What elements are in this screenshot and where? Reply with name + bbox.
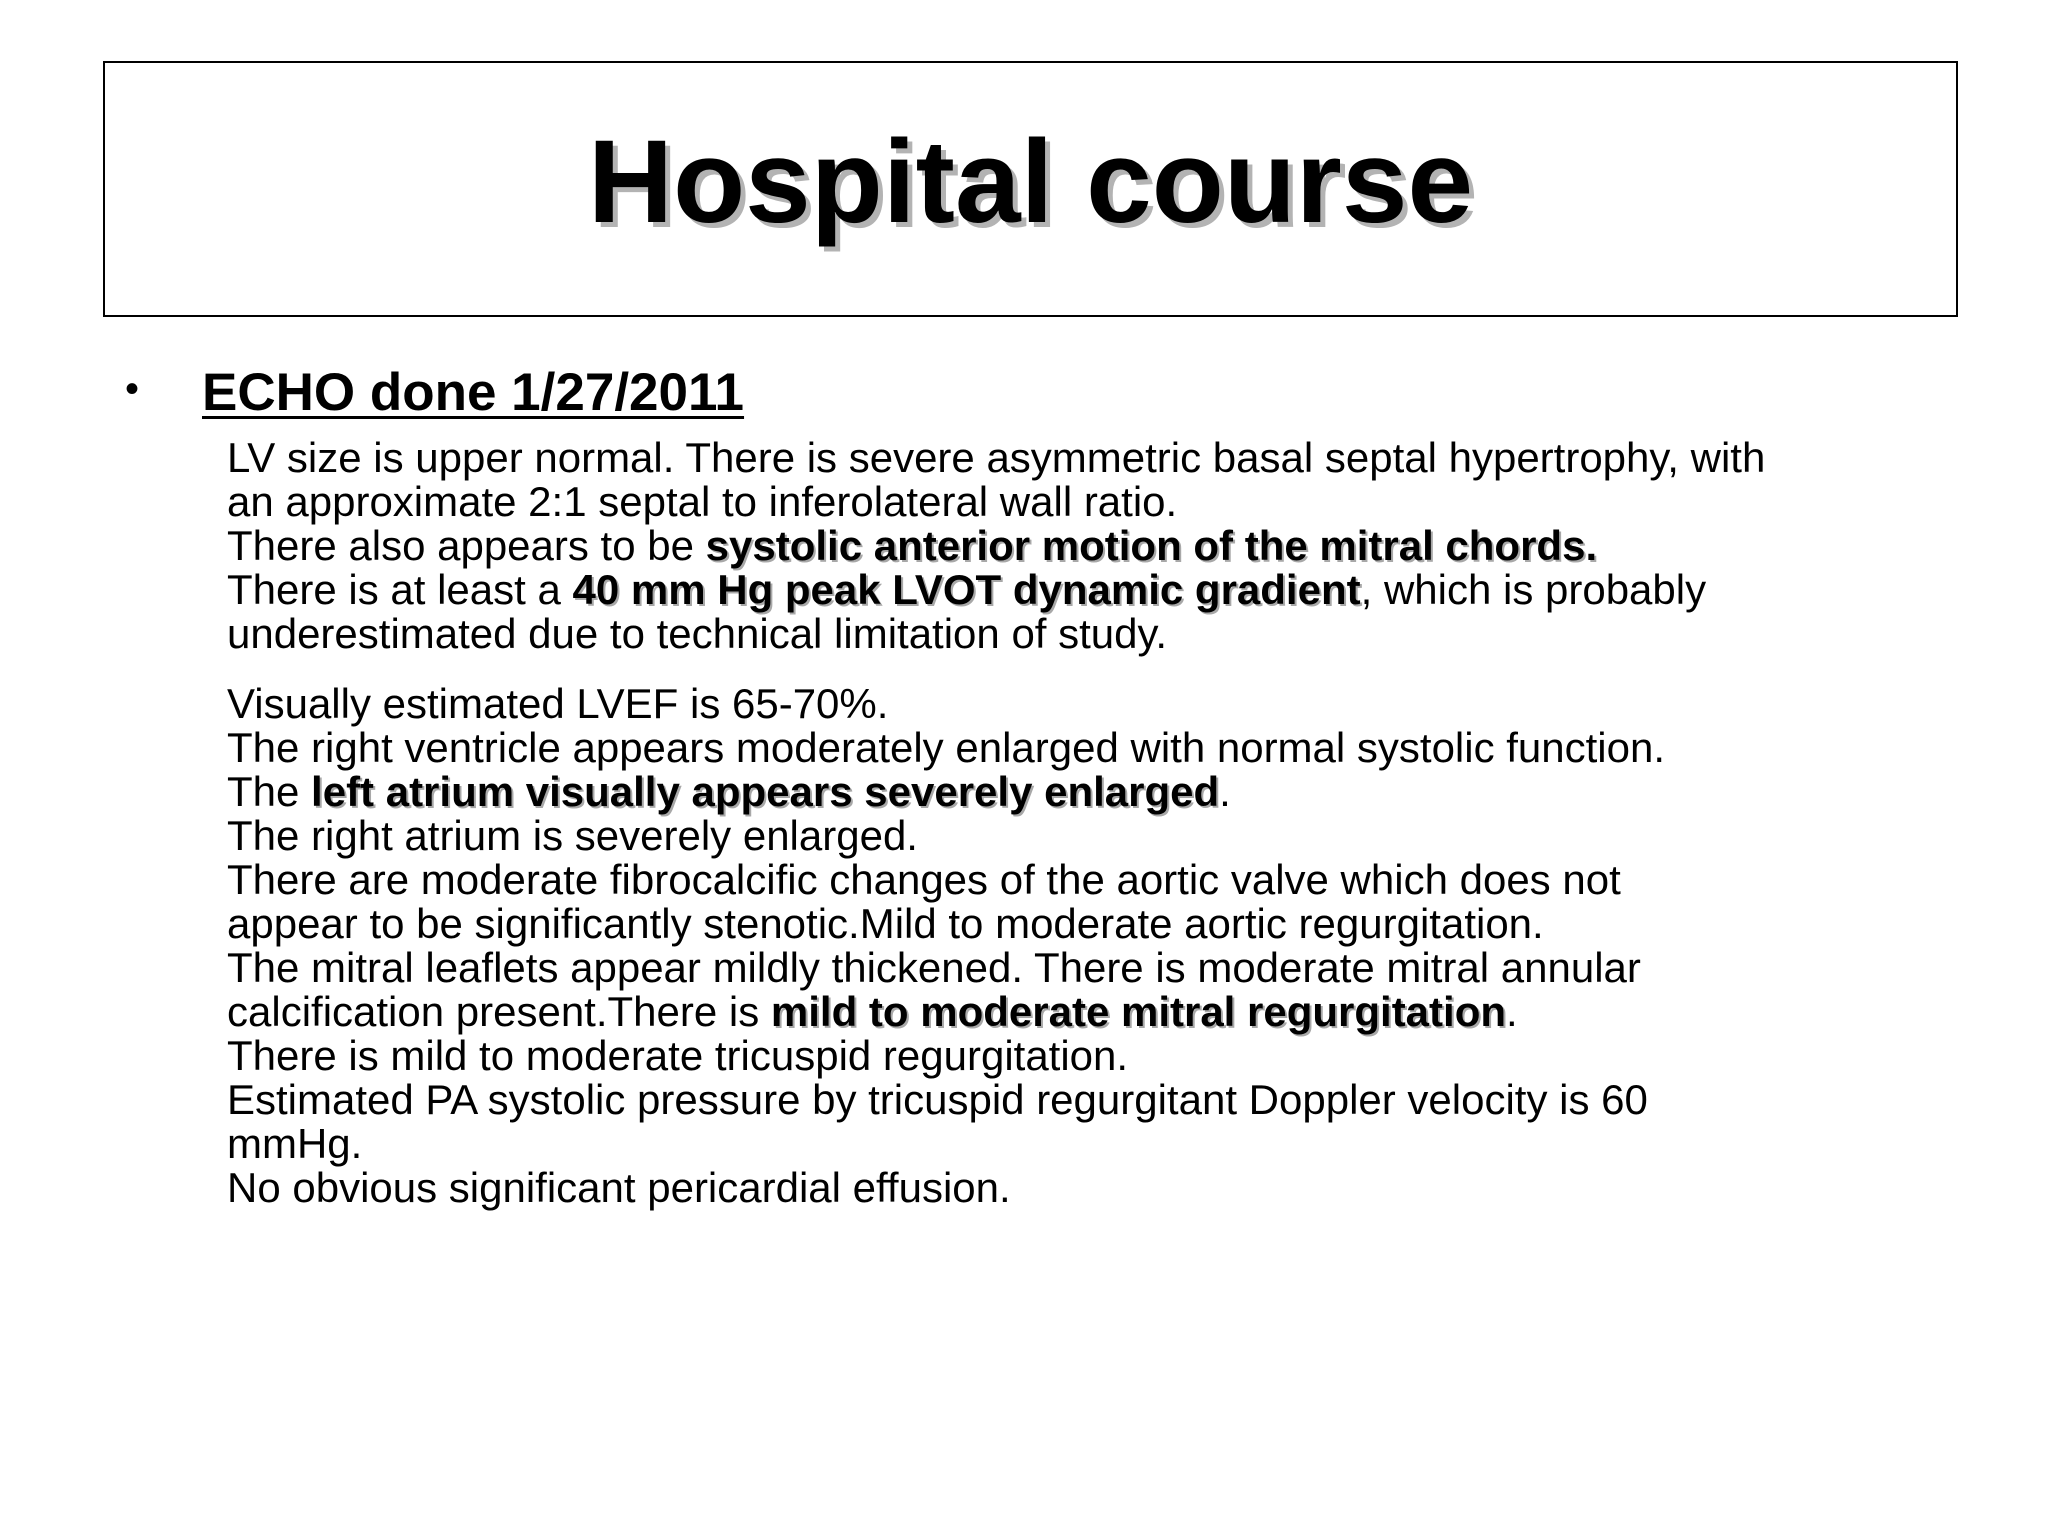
highlighted-finding: 40 mm Hg peak LVOT dynamic gradient	[572, 566, 1361, 613]
text-line: The mitral leaflets appear mildly thickened. There is moderate mitral annular	[227, 944, 1641, 991]
echo-heading: ECHO done 1/27/2011	[202, 363, 745, 422]
bullet-item	[125, 362, 744, 426]
highlighted-finding: systolic anterior motion of the mitral chords.	[705, 522, 1598, 569]
highlighted-finding: mild to moderate mitral regurgitation	[770, 988, 1507, 1035]
text-line: an approximate 2:1 septal to inferolateral wall ratio.	[227, 478, 1178, 525]
text-line: LV size is upper normal. There is severe asymmetric basal septal hypertrophy, with	[227, 434, 1766, 481]
echo-findings	[227, 436, 1967, 1210]
text-line: There is mild to moderate tricuspid regurgitation.	[227, 1032, 1129, 1079]
text-line: There are moderate fibrocalcific changes of the aortic valve which does not	[227, 856, 1621, 903]
text-line: The right ventricle appears moderately enlarged with normal systolic function.	[227, 724, 1666, 771]
text-line: No obvious significant pericardial effusion.	[227, 1164, 1011, 1211]
text-line: There is at least a 40 mm Hg peak LVOT dynamic gradient, which is probably	[227, 566, 1707, 613]
text-line: Visually estimated LVEF is 65-70%.	[227, 680, 889, 727]
findings-paragraph	[227, 682, 1967, 1210]
slide-title: Hospital course	[587, 116, 1474, 248]
text-line: appear to be significantly stenotic.Mild to moderate aortic regurgitation.	[227, 900, 1544, 947]
highlighted-finding: left atrium visually appears severely enlarged	[311, 768, 1220, 815]
text-line: The right atrium is severely enlarged.	[227, 812, 918, 859]
title-box	[103, 61, 1958, 317]
text-line: calcification present.There is mild to moderate mitral regurgitation.	[227, 988, 1518, 1035]
text-line: underestimated due to technical limitation of study.	[227, 610, 1168, 657]
text-line: Estimated PA systolic pressure by tricuspid regurgitant Doppler velocity is 60	[227, 1076, 1648, 1123]
text-line: mmHg.	[227, 1120, 363, 1167]
bullet-marker: •	[125, 367, 140, 411]
findings-paragraph	[227, 436, 1967, 656]
text-line: The left atrium visually appears severely enlarged.	[227, 768, 1231, 815]
text-line: There also appears to be systolic anterior motion of the mitral chords.	[227, 522, 1598, 569]
